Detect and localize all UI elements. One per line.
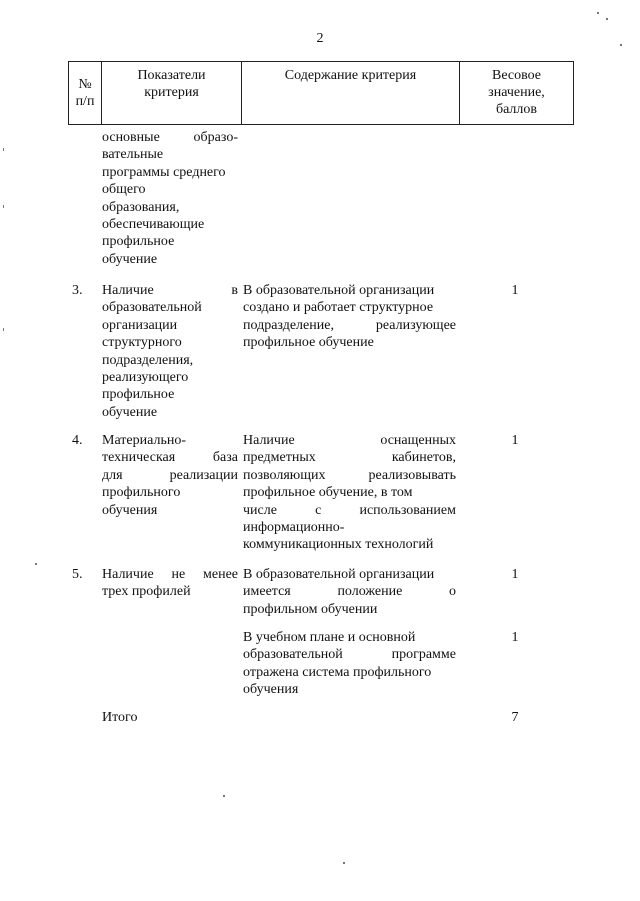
- text-line: [243, 299, 456, 316]
- page-number: 2: [316, 31, 324, 46]
- text-line: [243, 664, 456, 681]
- word: реализующего: [102, 370, 189, 386]
- word: профильном обучении: [243, 601, 378, 617]
- word: организации: [102, 317, 178, 333]
- word: коммуникационных технологий: [243, 537, 434, 553]
- text-line: [102, 432, 238, 449]
- text-line: [243, 317, 456, 334]
- word: база: [212, 450, 238, 466]
- header-weight-line2: значение,: [488, 85, 545, 100]
- header-indicator-line1: Показатели: [137, 68, 206, 83]
- word: о: [449, 584, 456, 600]
- word: профильное обучение: [243, 335, 374, 351]
- word: вательные: [102, 147, 164, 163]
- text-line: [243, 432, 456, 449]
- text-line: [102, 251, 238, 268]
- total-score: 7: [511, 710, 519, 725]
- text-line: [243, 646, 456, 663]
- word: информационно-: [243, 520, 345, 536]
- word: образовательной: [102, 300, 202, 316]
- word: образо-: [193, 130, 238, 145]
- word: обучение: [102, 251, 158, 267]
- scan-speck: [597, 12, 599, 14]
- word: Наличие: [102, 567, 154, 582]
- word: Материально-: [102, 433, 186, 448]
- word: образовательной: [243, 647, 343, 663]
- word: не: [171, 567, 186, 582]
- row4-number: 4.: [72, 433, 83, 448]
- total-label: Итого: [102, 710, 138, 725]
- word: положение: [337, 584, 403, 600]
- text-line: [243, 502, 456, 519]
- header-weight-line3: баллов: [495, 102, 538, 117]
- word: реализовывать: [368, 467, 456, 483]
- word: подразделения,: [102, 352, 194, 368]
- scan-speck: [3, 328, 4, 331]
- scan-speck: [3, 148, 4, 151]
- word: числе: [243, 502, 277, 518]
- scan-speck: [343, 862, 345, 864]
- text-line: [102, 566, 238, 583]
- row3-number: 3.: [72, 283, 83, 298]
- word: В образовательной организации: [243, 283, 435, 298]
- text-line: [243, 601, 456, 618]
- word: В учебном плане и основной: [243, 630, 416, 645]
- word: реализации: [169, 467, 238, 483]
- text-line: [102, 129, 238, 146]
- text-line: [102, 199, 238, 216]
- word: для: [102, 467, 123, 483]
- header-indicator-line2: критерия: [144, 85, 199, 100]
- header-weight-line1: Весовое: [491, 68, 541, 83]
- row3-score: 1: [511, 283, 519, 298]
- table-header: [68, 61, 574, 125]
- text-line: [102, 404, 238, 421]
- header-content-cell: [241, 62, 459, 124]
- text-line: [243, 282, 456, 299]
- text-line: [243, 566, 456, 583]
- word: основные: [102, 130, 160, 145]
- text-line: [102, 299, 238, 316]
- word: менее: [203, 567, 238, 582]
- continuation-indicator: [102, 129, 238, 268]
- word: профильное: [102, 234, 175, 250]
- word: предметных: [243, 450, 316, 466]
- row4-content: [243, 432, 456, 554]
- header-indicator-cell: [101, 62, 241, 124]
- word: отражена система профильного: [243, 664, 432, 680]
- text-line: [243, 583, 456, 600]
- scan-speck: [35, 563, 37, 565]
- text-line: [102, 449, 238, 466]
- word: Наличие: [102, 283, 154, 298]
- word: трех профилей: [102, 584, 191, 600]
- word: оснащенных: [380, 433, 456, 448]
- row5b-content: [243, 629, 456, 699]
- word: Наличие: [243, 433, 295, 448]
- row3-content: [243, 282, 456, 352]
- word: позволяющих: [243, 467, 326, 483]
- text-line: [102, 386, 238, 403]
- word: обучение: [102, 404, 158, 420]
- word: профильного: [102, 485, 181, 501]
- text-line: [102, 164, 238, 181]
- text-line: [102, 146, 238, 163]
- header-content-label: Содержание критерия: [284, 68, 417, 83]
- word: использованием: [359, 502, 456, 518]
- word: кабинетов,: [391, 450, 456, 466]
- word: структурного: [102, 335, 182, 351]
- word: профильное обучение, в том: [243, 485, 413, 501]
- text-line: [102, 282, 238, 299]
- word: программе: [391, 647, 456, 663]
- text-line: [243, 629, 456, 646]
- header-weight-cell: [459, 62, 573, 124]
- text-line: [102, 181, 238, 198]
- word: обеспечивающие: [102, 217, 205, 233]
- row4-score: 1: [511, 433, 519, 448]
- header-number-abbrev: п/п: [75, 94, 95, 109]
- text-line: [102, 583, 238, 600]
- word: общего: [102, 182, 146, 198]
- row4-indicator: [102, 432, 238, 519]
- word: образования,: [102, 199, 180, 215]
- scan-speck: [3, 205, 4, 208]
- scan-speck: [606, 18, 608, 20]
- scan-speck: [620, 44, 622, 46]
- word: с: [315, 502, 322, 518]
- header-number-symbol: №: [78, 77, 92, 92]
- text-line: [243, 334, 456, 351]
- text-line: [102, 484, 238, 501]
- text-line: [102, 317, 238, 334]
- word: подразделение,: [243, 317, 334, 333]
- word: профильное: [102, 387, 175, 403]
- word: обучения: [102, 502, 158, 518]
- text-line: [102, 216, 238, 233]
- text-line: [243, 681, 456, 698]
- word: реализующее: [375, 317, 456, 333]
- word: в: [231, 283, 238, 298]
- row5-number: 5.: [72, 567, 83, 582]
- text-line: [243, 536, 456, 553]
- text-line: [243, 449, 456, 466]
- word: создано и работает структурное: [243, 300, 434, 316]
- text-line: [243, 484, 456, 501]
- header-number-cell: [69, 62, 101, 124]
- word: В образовательной организации: [243, 567, 435, 582]
- row5b-score: 1: [511, 630, 519, 645]
- text-line: [102, 369, 238, 386]
- text-line: [102, 467, 238, 484]
- word: обучения: [243, 682, 299, 698]
- row5-score: 1: [511, 567, 519, 582]
- text-line: [102, 334, 238, 351]
- text-line: [243, 519, 456, 536]
- row5-content: [243, 566, 456, 618]
- text-line: [102, 352, 238, 369]
- text-line: [243, 467, 456, 484]
- scan-speck: [223, 795, 225, 797]
- text-line: [102, 502, 238, 519]
- row3-indicator: [102, 282, 238, 421]
- word: техническая: [102, 450, 176, 466]
- row5-indicator: [102, 566, 238, 601]
- word: имеется: [243, 584, 291, 600]
- word: программы среднего: [102, 164, 226, 180]
- text-line: [102, 233, 238, 250]
